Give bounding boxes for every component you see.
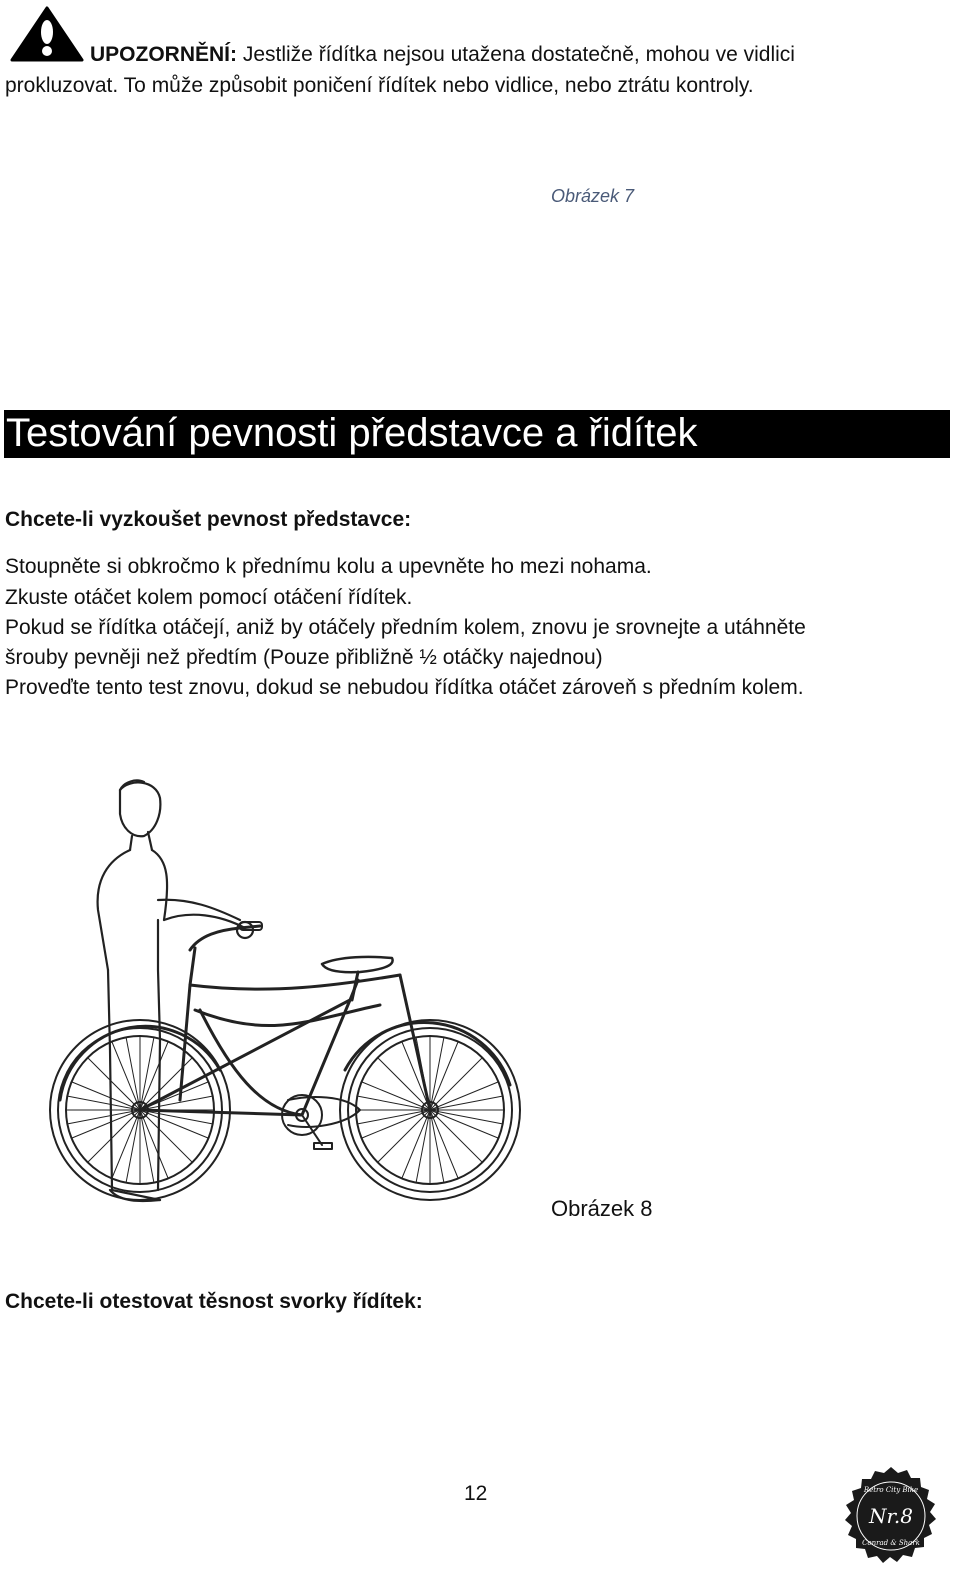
logo-bottom-text: Conrad & Shark xyxy=(862,1539,920,1547)
bicycle-frame xyxy=(140,975,430,1115)
section-title: Testování pevnosti představce a řidítek xyxy=(6,411,698,455)
warning-text: Jestliže řídítka nejsou utažena dostatečně, mohou ve vidlici xyxy=(237,43,795,66)
page-number: 12 xyxy=(464,1482,488,1505)
stem-test-line: Stoupněte si obkročmo k přednímu kolu a upevněte ho mezi nohama. xyxy=(5,555,652,578)
warning-triangle-icon xyxy=(10,6,84,62)
person xyxy=(98,780,253,1201)
person-with-bicycle-illustration xyxy=(40,770,540,1210)
figure-8-caption: Obrázek 8 xyxy=(551,1196,653,1221)
warning-text-line-1 xyxy=(90,41,795,69)
saddle xyxy=(322,957,393,972)
warning-label: UPOZORNĚNÍ: xyxy=(90,43,237,66)
stem-test-line: Pokud se řídítka otáčejí, aniž by otáčely předním kolem, znovu je srovnejte a utáhněte xyxy=(5,616,806,639)
stem-test-line: šrouby pevněji než předtím (Pouze přibližně ½ otáčky najednou) xyxy=(5,646,603,669)
stem-test-line: Proveďte tento test znovu, dokud se nebudou řídítka otáčet zároveň s předním kolem. xyxy=(5,676,804,699)
stem-test-heading: Chcete-li vyzkoušet pevnost představce: xyxy=(5,508,412,531)
logo-center-text: Nr.8 xyxy=(869,1504,913,1528)
warning-text-line-2: prokluzovat. To může způsobit poničení řídítek nebo vidlice, nebo ztrátu kontroly. xyxy=(5,74,754,97)
clamp-test-heading: Chcete-li otestovat těsnost svorky řídítek: xyxy=(5,1290,423,1313)
brand-seal-logo xyxy=(840,1465,942,1567)
stem-test-line: Zkuste otáčet kolem pomocí otáčení řídítek. xyxy=(5,586,413,609)
figure-7-caption: Obrázek 7 xyxy=(551,186,635,206)
logo-top-text: Retro City Bike xyxy=(863,1486,919,1494)
